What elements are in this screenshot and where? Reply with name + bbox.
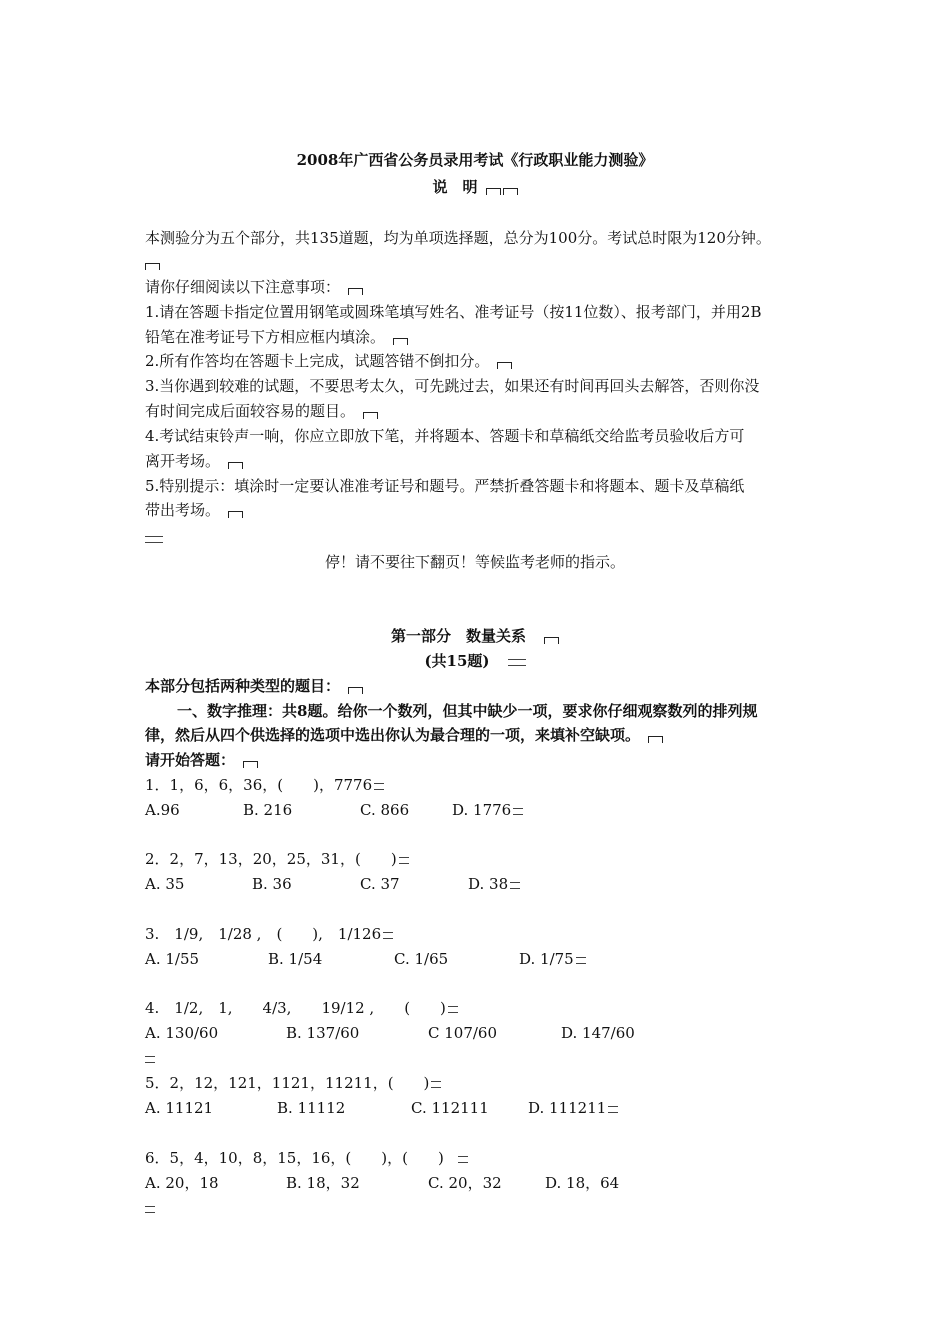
q3-option-d: D. 1/75 (519, 949, 586, 969)
q6-option-c: C. 20，32 (428, 1174, 502, 1192)
q4-option-d: D. 147/60 (561, 1024, 635, 1042)
line-end-mark (145, 1198, 155, 1218)
notice-item-5: 5.特别提示：填涂时一定要认准准考证号和题号。严禁折叠答题卡和将题本、题卡及草稿纸 (145, 477, 745, 495)
notice-item-4: 4.考试结束铃声一响，你应立即放下笔，并将题本、答题卡和草稿纸交给监考员验收后方可 (145, 427, 745, 445)
document-title: 2008年广西省公务员录用考试《行政职业能力测验》 (296, 151, 654, 169)
line-end-mark (145, 1048, 155, 1068)
part1-type1-cont: 律，然后从四个供选择的选项中选出你认为最合理的一项，来填补空缺项。 (145, 725, 663, 745)
paragraph-mark-line (145, 252, 160, 272)
line-end-mark-icon (458, 1156, 468, 1163)
notice-label: 请你仔细阅读以下注意事项： (145, 277, 363, 297)
paragraph-mark-icon (497, 362, 512, 369)
start-answering: 请开始答题： (145, 750, 258, 770)
notice-item-4-cont: 离开考场。 (145, 451, 243, 471)
q3-option-b: B. 1/54 (268, 950, 323, 968)
line-end-mark-icon (513, 808, 523, 815)
line-end-mark-icon (431, 1081, 441, 1088)
paragraph-mark-icon (348, 687, 363, 694)
paragraph-mark-icon (145, 263, 160, 270)
q2-option-a: A. 35 (145, 875, 185, 893)
part1-count: (共15题) (0, 651, 950, 671)
question-5: 5．2，12，121，1121，11211，( ) (145, 1073, 441, 1093)
line-end-mark-icon (448, 1006, 458, 1013)
page-break-mark (145, 528, 163, 548)
q3-option-c: C. 1/65 (394, 950, 449, 968)
notice-item-5-cont: 带出考场。 (145, 500, 243, 520)
q2-option-b: B. 36 (252, 875, 292, 893)
question-1: 1．1，6，6，36，( )，7776 (145, 775, 384, 795)
line-end-mark-icon (383, 932, 393, 939)
intro-heading-text: 说 明 (432, 178, 478, 196)
q1-option-d: D. 1776 (452, 800, 523, 820)
notice-item-3: 3.当你遇到较难的试题，不要思考太久，可先跳过去，如果还有时间再回头去解答，否则你没 (145, 377, 760, 395)
paragraph-mark-icon (348, 288, 363, 295)
line-end-mark-icon (145, 1056, 155, 1063)
question-3: 3. 1/9, 1/28 , ( ), 1/126 (145, 924, 393, 944)
paragraph-mark-icon (363, 412, 378, 419)
notice-item-1: 1.请在答题卡指定位置用钢笔或圆珠笔填写姓名、准考证号（按11位数）、报考部门，并用2B (145, 303, 762, 321)
question-2: 2．2，7，13，20，25，31，( ) (145, 849, 409, 869)
notice-item-3-cont: 有时间完成后面较容易的题目。 (145, 401, 378, 421)
q3-option-a: A. 1/55 (145, 950, 200, 968)
q4-option-c: C 107/60 (428, 1024, 498, 1042)
q4-option-b: B. 137/60 (286, 1024, 360, 1042)
q2-option-d: D. 38 (468, 874, 520, 894)
part1-type1: 一、数字推理：共8题。给你一个数列，但其中缺少一项，要求你仔细观察数列的排列规 (177, 702, 758, 720)
paragraph-mark-icon (393, 338, 408, 345)
paragraph-mark-icon (228, 462, 243, 469)
q5-option-a: A. 11121 (145, 1099, 214, 1117)
notice-item-2: 2.所有作答均在答题卡上完成，试题答错不倒扣分。 (145, 351, 512, 371)
q6-option-d: D. 18，64 (545, 1174, 620, 1192)
line-end-mark-icon (145, 1206, 155, 1213)
q4-option-a: A. 130/60 (145, 1024, 219, 1042)
q1-option-b: B. 216 (243, 801, 293, 819)
part1-title: 第一部分 数量关系 (0, 626, 950, 646)
section-mark-icon (145, 536, 163, 543)
paragraph-mark-icon (243, 761, 258, 768)
q6-option-b: B. 18，32 (286, 1174, 360, 1192)
intro-line: 本测验分为五个部分，共135道题，均为单项选择题，总分为100分。考试总时限为120分钟。 (145, 229, 771, 247)
section-mark-icon (508, 659, 526, 666)
line-end-mark-icon (374, 783, 384, 790)
q1-option-c: C. 866 (360, 801, 410, 819)
paragraph-mark-icon (503, 188, 518, 195)
paragraph-mark-icon (486, 188, 501, 195)
paragraph-mark-icon (544, 637, 559, 644)
q1-option-a: A.96 (145, 801, 180, 819)
part1-desc: 本部分包括两种类型的题目： (145, 676, 363, 696)
q2-option-c: C. 37 (360, 875, 400, 893)
question-4: 4. 1/2, 1, 4/3, 19/12 , ( ) (145, 998, 458, 1018)
notice-item-1-cont: 铅笔在准考证号下方相应框内填涂。 (145, 327, 408, 347)
q5-option-c: C. 112111 (411, 1099, 489, 1117)
q5-option-b: B. 11112 (277, 1099, 346, 1117)
q5-option-d: D. 111211 (528, 1098, 618, 1118)
stop-notice: 停！请不要往下翻页！等候监考老师的指示。 (324, 553, 625, 571)
line-end-mark-icon (399, 857, 409, 864)
paragraph-mark-icon (228, 511, 243, 518)
paragraph-mark-icon (648, 736, 663, 743)
q6-option-a: A. 20，18 (145, 1174, 219, 1192)
line-end-mark-icon (576, 957, 586, 964)
line-end-mark-icon (608, 1106, 618, 1113)
line-end-mark-icon (510, 882, 520, 889)
intro-heading (0, 177, 950, 197)
question-6: 6．5，4，10，8，15，16，( )，( ) (145, 1148, 468, 1168)
